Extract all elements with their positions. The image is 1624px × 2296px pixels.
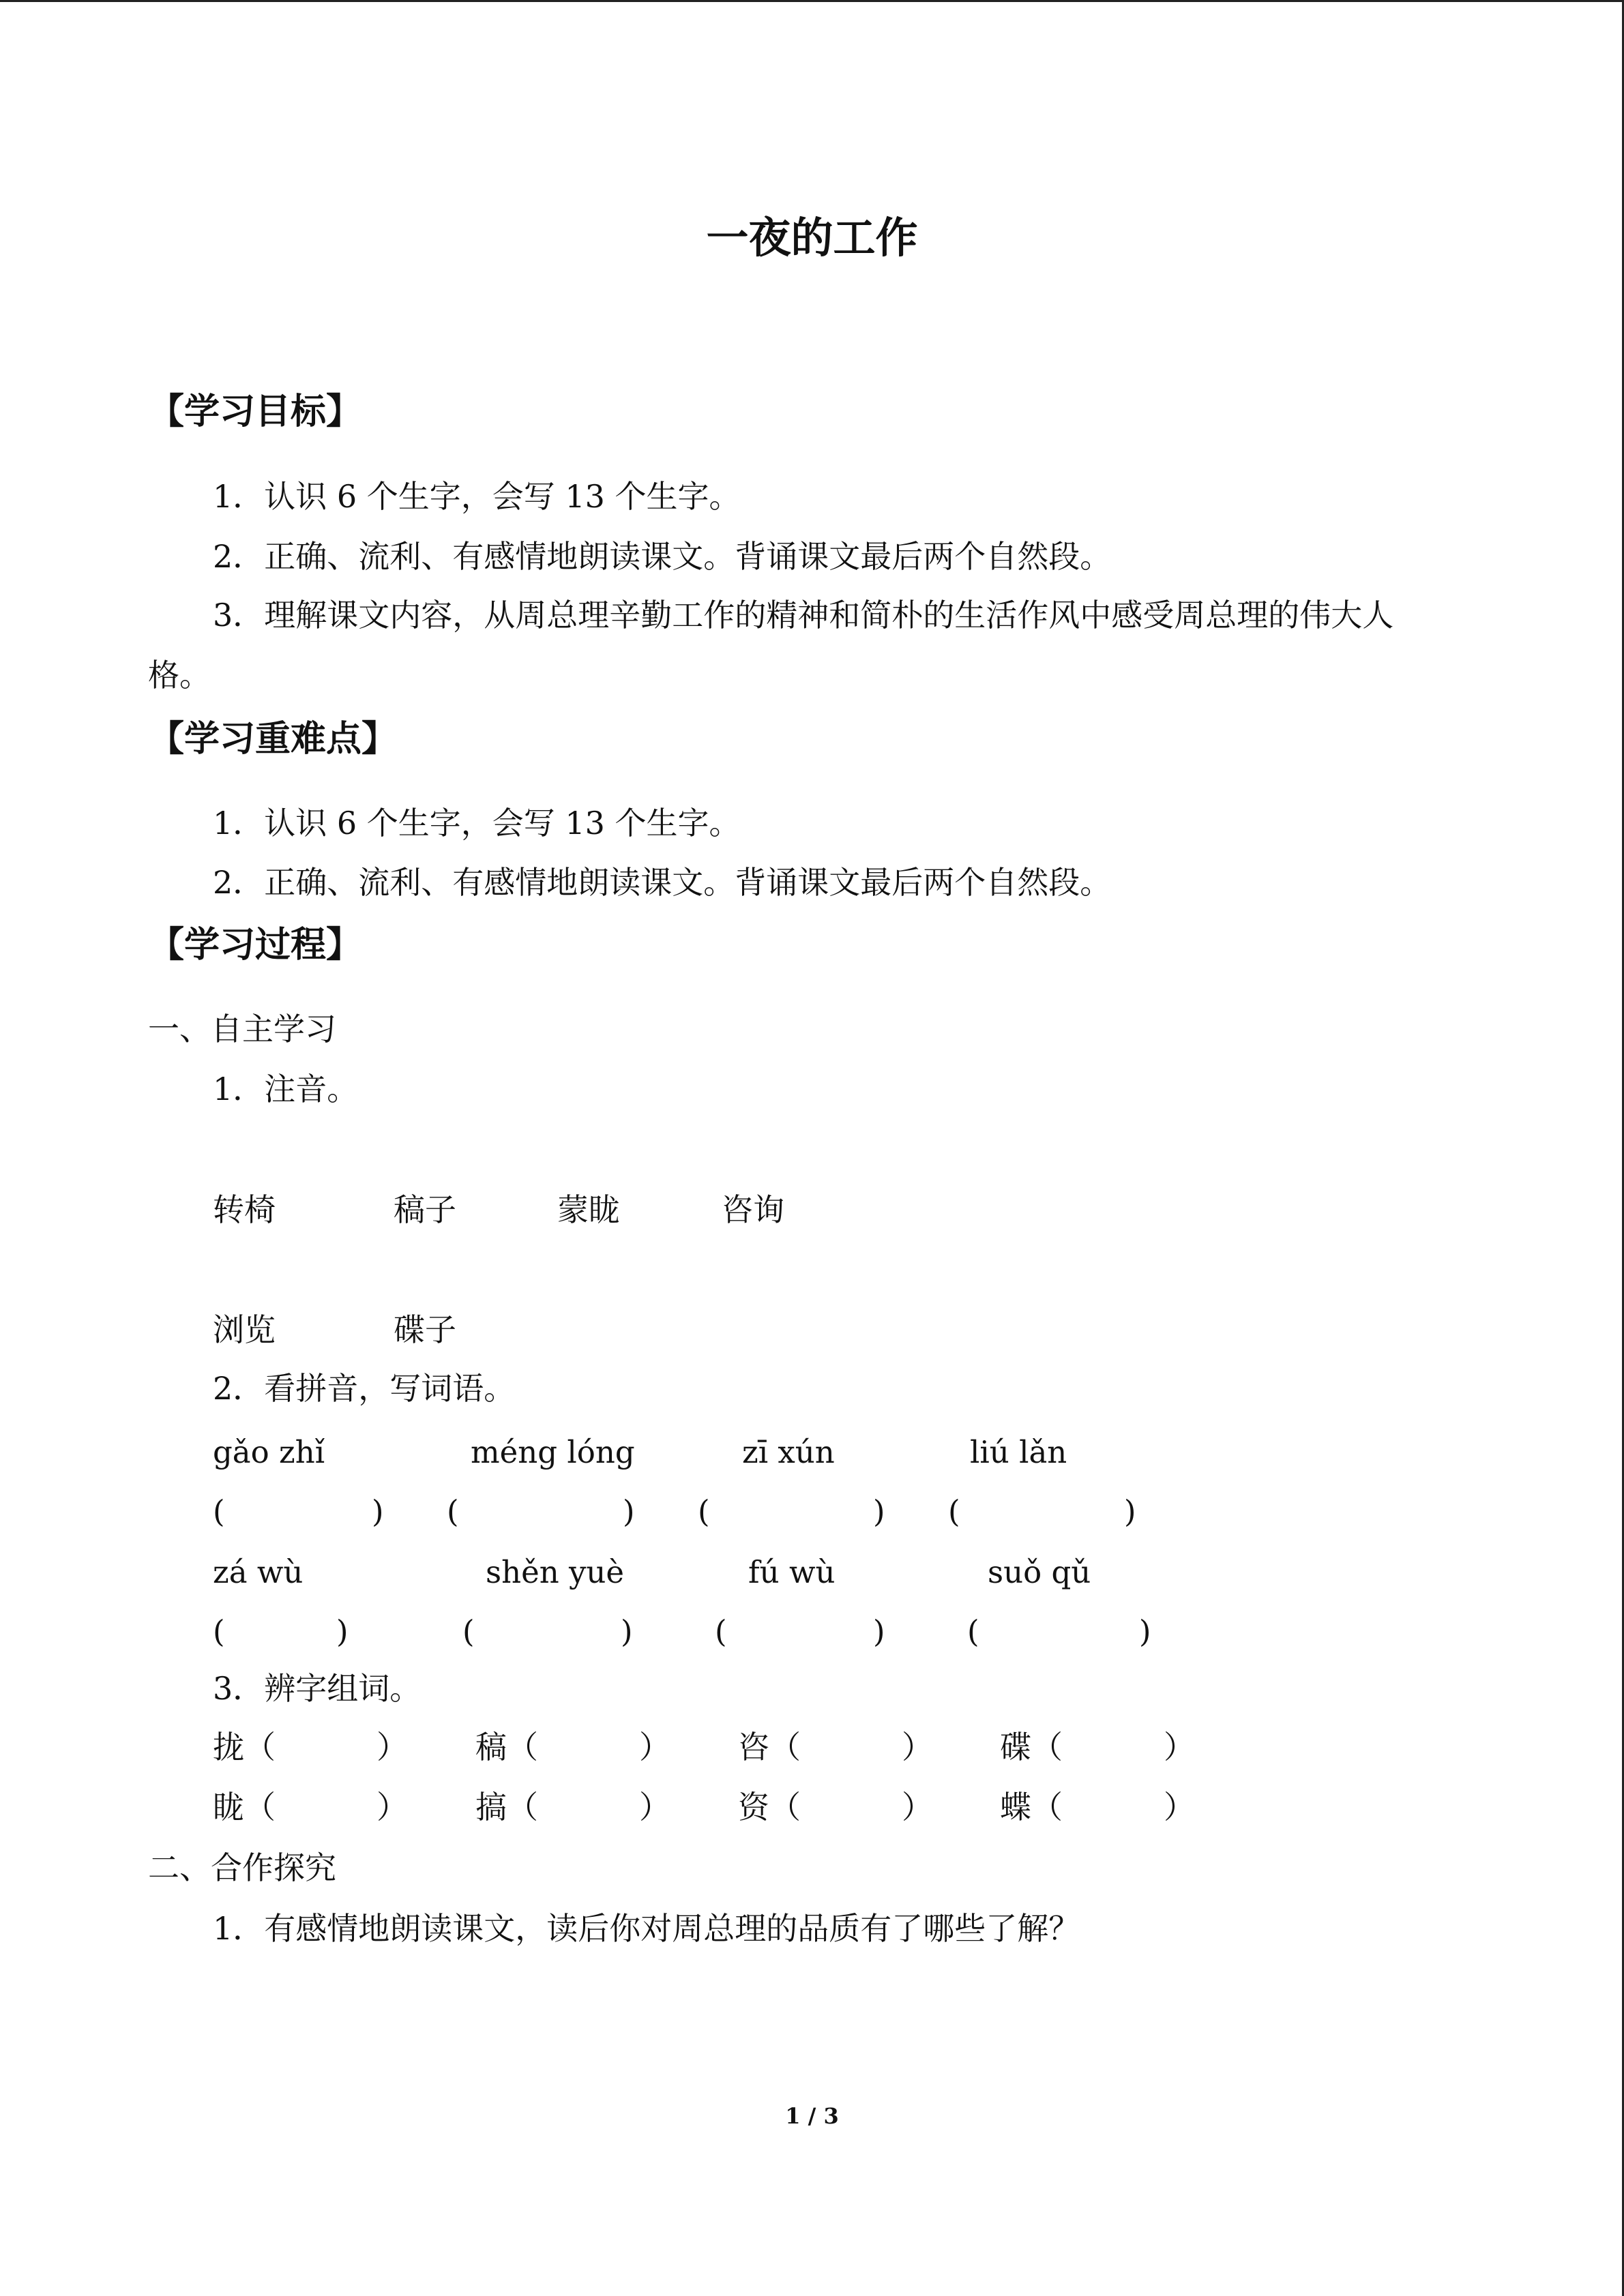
answer-paren-open: (	[213, 1493, 225, 1530]
char-group-close: ）	[1164, 1789, 1195, 1825]
char-group-item: 蝶（	[1000, 1789, 1063, 1825]
page-number: 1 / 3	[785, 2103, 839, 2129]
pinyin-item: gǎo zhǐ	[213, 1434, 325, 1470]
answer-paren-open: (	[462, 1613, 475, 1650]
char-group-close: ）	[902, 1789, 933, 1825]
phonetic-word: 碟子	[394, 1311, 456, 1348]
q3-label: 3．辨字组词。	[213, 1670, 422, 1707]
char-group-item: 眬（	[213, 1789, 276, 1825]
answer-paren-open: (	[715, 1613, 727, 1650]
pinyin-item: shěn yuè	[486, 1554, 625, 1590]
q1-label: 1．注音。	[213, 1071, 359, 1107]
pinyin-item: fú wù	[748, 1554, 836, 1590]
phonetic-word: 蒙眬	[557, 1191, 620, 1228]
pinyin-item: zá wù	[213, 1554, 304, 1590]
char-group-item: 搞（	[475, 1789, 538, 1825]
answer-paren-close: )	[1124, 1493, 1136, 1530]
process-heading: 【学习过程】	[149, 924, 362, 966]
keypoint-item-2: 2．正确、流利、有感情地朗读课文。背诵课文最后两个自然段。	[213, 864, 1112, 901]
answer-paren-close: )	[1139, 1613, 1151, 1650]
char-group-item: 拢（	[213, 1729, 276, 1765]
answer-paren-close: )	[336, 1613, 349, 1650]
char-group-item: 资（	[738, 1789, 801, 1825]
char-group-close: ）	[639, 1729, 670, 1765]
answer-paren-close: )	[623, 1493, 635, 1530]
part2-title: 二、合作探究	[148, 1849, 336, 1886]
keypoints-heading: 【学习重难点】	[149, 718, 398, 760]
char-group-close: ）	[1164, 1729, 1195, 1765]
document-title: 一夜的工作	[706, 213, 918, 263]
pinyin-item: liú lǎn	[970, 1434, 1067, 1470]
answer-paren-open: (	[698, 1493, 710, 1530]
answer-paren-open: (	[213, 1613, 225, 1650]
pinyin-item: méng lóng	[471, 1434, 635, 1470]
char-group-item: 碟（	[1000, 1729, 1063, 1765]
objective-item-3-continued: 格。	[148, 657, 211, 694]
phonetic-word: 浏览	[213, 1311, 276, 1348]
pinyin-item: zī xún	[742, 1434, 835, 1470]
phonetic-word: 稿子	[394, 1191, 456, 1228]
q2-label: 2．看拼音，写词语。	[213, 1370, 516, 1407]
answer-paren-close: )	[873, 1613, 885, 1650]
answer-paren-close: )	[372, 1493, 384, 1530]
char-group-item: 稿（	[475, 1729, 538, 1765]
answer-paren-open: (	[447, 1493, 459, 1530]
pinyin-item: suǒ qǔ	[988, 1554, 1091, 1590]
objective-item-3: 3．理解课文内容，从周总理辛勤工作的精神和简朴的生活作风中感受周总理的伟大人	[213, 597, 1394, 633]
objective-item-1: 1．认识 6 个生字，会写 13 个生字。	[213, 478, 741, 515]
part1-title: 一、自主学习	[148, 1011, 336, 1047]
part2-question-1: 1．有感情地朗读课文，读后你对周总理的品质有了哪些了解？	[213, 1910, 1080, 1947]
char-group-close: ）	[902, 1729, 933, 1765]
keypoint-item-1: 1．认识 6 个生字，会写 13 个生字。	[213, 805, 741, 841]
answer-paren-close: )	[873, 1493, 885, 1530]
phonetic-word: 咨询	[722, 1191, 784, 1228]
char-group-close: ）	[377, 1729, 408, 1765]
answer-paren-open: (	[948, 1493, 960, 1530]
char-group-close: ）	[377, 1789, 408, 1825]
char-group-close: ）	[639, 1789, 670, 1825]
answer-paren-open: (	[967, 1613, 979, 1650]
char-group-item: 咨（	[738, 1729, 801, 1765]
objectives-heading: 【学习目标】	[149, 391, 362, 432]
answer-paren-close: )	[621, 1613, 633, 1650]
objective-item-2: 2．正确、流利、有感情地朗读课文。背诵课文最后两个自然段。	[213, 538, 1112, 575]
phonetic-word: 转椅	[213, 1191, 276, 1228]
